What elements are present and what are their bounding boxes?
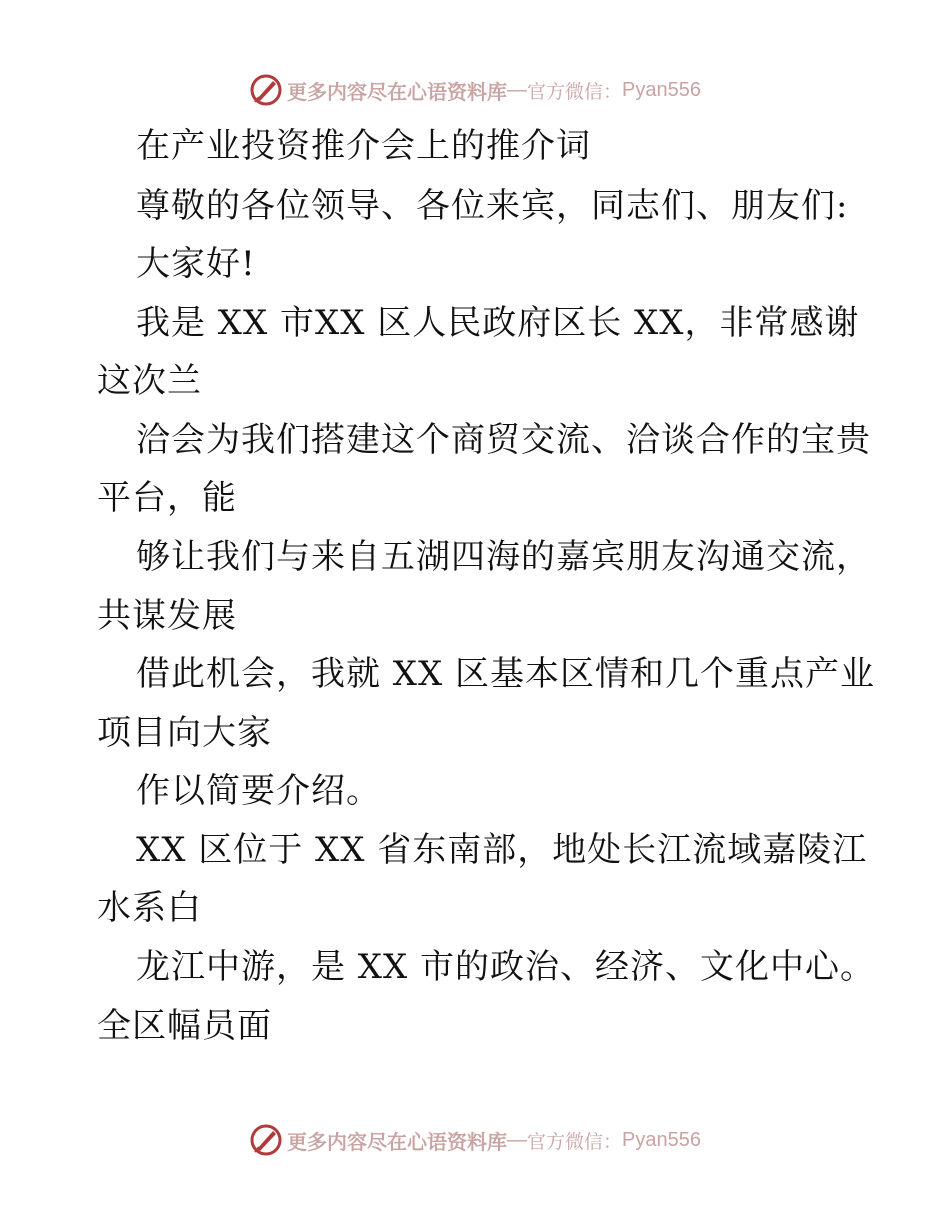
- feather-pen-icon: [249, 73, 283, 107]
- paragraph-line: 水系白: [97, 888, 202, 928]
- paragraph-line: 借此机会，我就 XX 区基本区情和几个重点产业: [136, 654, 876, 694]
- feather-pen-icon: [249, 1123, 283, 1157]
- paragraph-line: 作以简要介绍。: [136, 771, 381, 811]
- paragraph-line: 够让我们与来自五湖四海的嘉宾朋友沟通交流，: [136, 537, 871, 577]
- paragraph-line: 这次兰: [97, 361, 202, 401]
- banner-dash: —: [507, 78, 527, 101]
- footer-banner: [0, 1120, 950, 1160]
- paragraph-line: 平台，能: [97, 478, 237, 518]
- greeting-line: 大家好!: [136, 244, 256, 284]
- banner-wechat-label: 官方微信：: [527, 1130, 623, 1153]
- paragraph-line: 项目向大家: [97, 713, 272, 753]
- banner-dash: —: [507, 1128, 527, 1151]
- paragraph-line: 龙江中游，是 XX 市的政治、经济、文化中心。: [136, 947, 876, 987]
- banner-slogan: 更多内容尽在心语资料库: [287, 79, 507, 104]
- paragraph-line: 全区幅员面: [97, 1006, 272, 1046]
- paragraph-line: 共谋发展: [97, 596, 237, 636]
- document-title: 在产业投资推介会上的推介词: [136, 126, 591, 166]
- header-banner: [0, 70, 950, 110]
- salutation-line: 尊敬的各位领导、各位来宾，同志们、朋友们:: [136, 186, 849, 226]
- paragraph-line: 洽会为我们搭建这个商贸交流、洽谈合作的宝贵: [136, 420, 871, 460]
- banner-wechat-id: Pyan556: [622, 78, 701, 101]
- banner-wechat-label: 官方微信：: [527, 80, 623, 103]
- paragraph-line: 我是 XX 市XX 区人民政府区长 XX，非常感谢: [136, 303, 860, 343]
- banner-wechat-id: Pyan556: [622, 1128, 701, 1151]
- paragraph-line: XX 区位于 XX 省东南部，地处长江流域嘉陵江: [136, 830, 868, 870]
- banner-slogan: 更多内容尽在心语资料库: [287, 1129, 507, 1154]
